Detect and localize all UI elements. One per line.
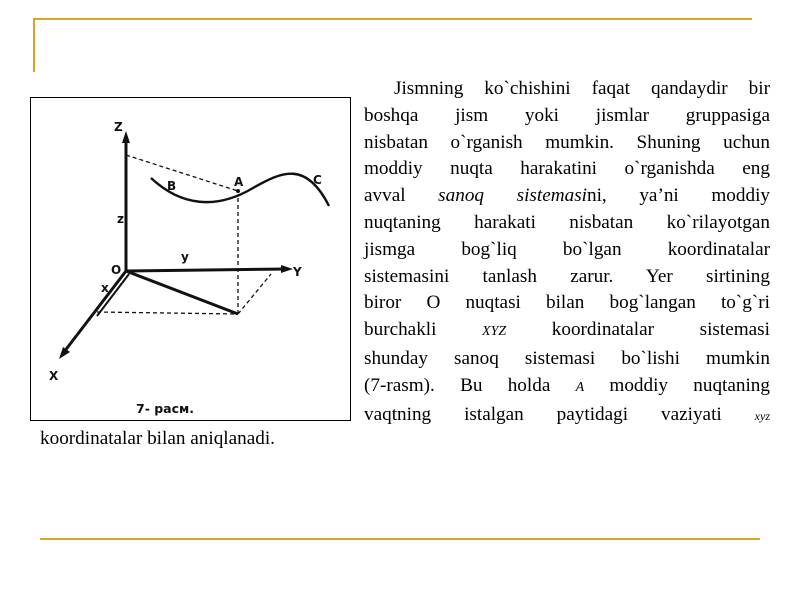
text-line-9: biror O nuqtasi bilan bog`langan to`g`ri <box>364 292 770 314</box>
text-line-14: koordinatalar bilan aniqlanadi. <box>40 428 275 449</box>
x-coordinate-label: x <box>101 281 109 295</box>
bottom-decorative-rule <box>40 538 760 540</box>
text-line-12-end: moddiy nuqtaning <box>584 374 770 396</box>
text-line-10-end: koordinatalar sistemasi <box>506 319 770 341</box>
x-axis-arrow <box>59 347 70 359</box>
text-line-12-start: (7-rasm). Bu holda <box>364 374 576 396</box>
origin-label: O <box>111 263 122 277</box>
z-coordinate-label: z <box>117 212 124 226</box>
z-axis-label: Z <box>114 120 123 134</box>
text-line-5-end: ni, ya’ni moddiy <box>587 185 771 207</box>
coordinate-figure <box>30 97 351 421</box>
z-axis-arrow <box>122 131 130 143</box>
y-axis-line <box>126 269 287 271</box>
left-decorative-rule <box>33 18 35 72</box>
term-point-a: A <box>575 379 585 395</box>
radius-projection-line <box>126 271 238 314</box>
dashed-x-projection <box>97 312 238 314</box>
point-a-marker <box>236 189 240 193</box>
text-line-13-start: vaqtning istalgan paytidagi vaziyati <box>364 403 755 425</box>
text-line-7: jismga bog`liq bo`lgan koordinatalar <box>364 238 770 260</box>
y-axis-label: Y <box>293 265 302 279</box>
term-sanoq-sistemasi: sanoq sistemasi <box>438 185 587 207</box>
point-b-label: B <box>167 179 177 193</box>
term-xyz-coordinates: xyz <box>754 408 770 423</box>
text-line-5 <box>364 183 770 210</box>
text-line-10 <box>364 317 770 346</box>
dashed-z-to-a <box>126 155 238 191</box>
body-paragraph <box>364 76 770 429</box>
text-line-8: sistemasini tanlash zarur. Yer sirtining <box>364 265 770 287</box>
text-line-6: nuqtaning harakati nisbatan ko`rilayotgan <box>364 211 770 233</box>
text-line-1: Jismning ko`chishini faqat qandaydir bir <box>394 78 770 99</box>
x-axis-line <box>64 271 126 352</box>
text-line-10-start: burchakli <box>364 319 483 341</box>
point-c-label: C <box>313 173 322 187</box>
top-decorative-rule <box>33 18 752 20</box>
point-a-label: A <box>234 175 244 189</box>
y-axis-arrow <box>281 265 293 273</box>
y-coordinate-label: y <box>181 250 189 264</box>
text-line-11: shunday sanoq sistemasi bo`lishi mumkin <box>364 347 770 369</box>
text-line-13 <box>364 402 770 430</box>
text-line-4: moddiy nuqta harakatini o`rganishda eng <box>364 158 770 180</box>
dashed-y-projection <box>238 274 271 314</box>
text-line-5-start: avval <box>364 185 439 207</box>
text-line-12 <box>364 373 770 402</box>
coordinate-diagram <box>31 98 352 422</box>
x-axis-label: X <box>49 369 59 383</box>
figure-caption: 7- расм. <box>136 401 194 416</box>
text-line-3: nisbatan o`rganish mumkin. Shuning uchun <box>364 131 770 153</box>
term-xyz-system: XYZ <box>482 324 507 340</box>
text-line-2: boshqa jism yoki jismlar gruppasiga <box>364 104 770 126</box>
